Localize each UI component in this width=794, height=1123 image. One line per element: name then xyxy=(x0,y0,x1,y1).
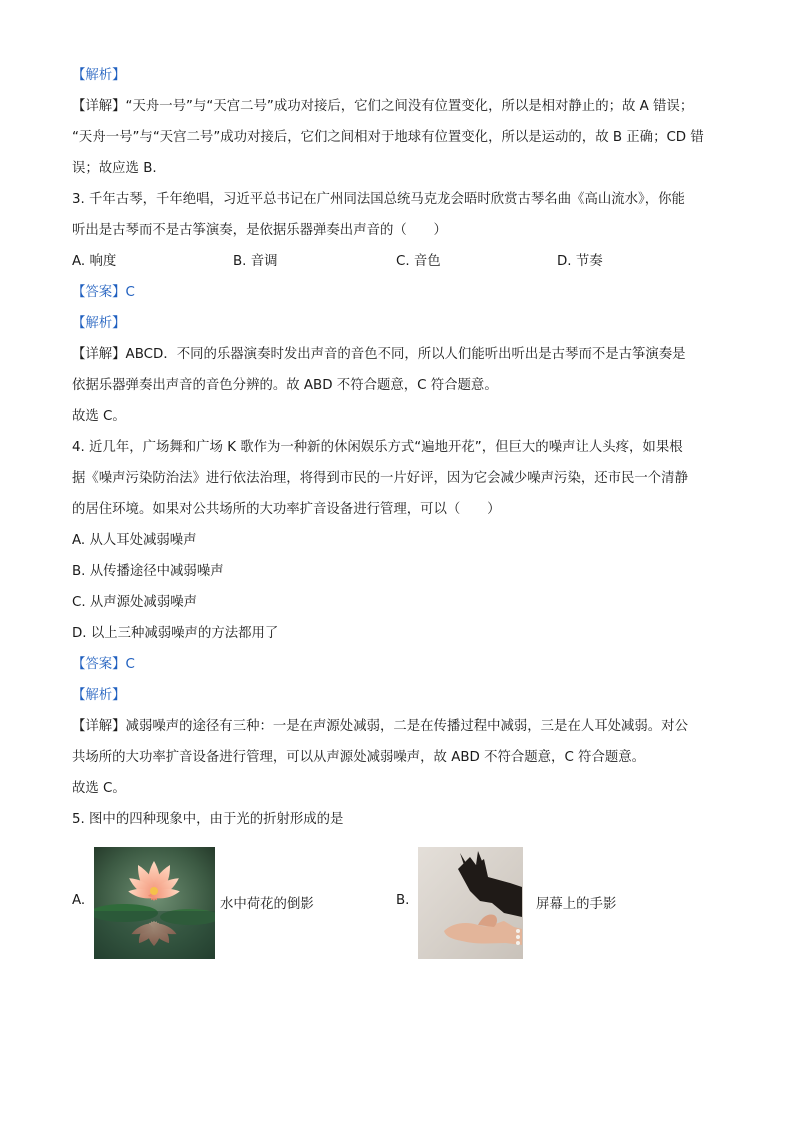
q3-stem-line-1: 3. 千年古琴，千年绝唱，习近平总书记在广州同法国总统马克龙会晤时欣赏古琴名曲《高山流水》，你能 xyxy=(72,192,685,207)
lotus-reflection-image xyxy=(94,847,215,959)
hand-shadow-image xyxy=(418,847,523,959)
q5-option-a-letter: A. xyxy=(72,893,86,908)
q3-option-b: B. 音调 xyxy=(233,254,278,269)
q3-answer: 【答案】C xyxy=(72,285,135,300)
analysis-label: 【解析】 xyxy=(72,68,126,83)
q4-analysis-label: 【解析】 xyxy=(72,688,126,703)
q3-analysis-label: 【解析】 xyxy=(72,316,126,331)
q5-option-b-caption: 屏幕上的手影 xyxy=(536,897,617,912)
q3-stem-line-2: 听出是古琴而不是古筝演奏，是依据乐器弹奏出声音的（ ） xyxy=(72,223,447,238)
q5-stem: 5. 图中的四种现象中，由于光的折射形成的是 xyxy=(72,812,344,827)
q4-detail-line-1: 【详解】减弱噪声的途径有三种：一是在声源处减弱，二是在传播过程中减弱，三是在人耳处减弱。对公 xyxy=(72,719,688,734)
q4-stem-line-1: 4. 近几年，广场舞和广场 K 歌作为一种新的休闲娱乐方式“遍地开花”，但巨大的噪声让人头疼，如果根 xyxy=(72,440,683,455)
q4-option-a: A. 从人耳处减弱噪声 xyxy=(72,533,197,548)
q4-option-c: C. 从声源处减弱噪声 xyxy=(72,595,197,610)
q3-conclusion: 故选 C。 xyxy=(72,409,126,424)
q2-detail-line-3: 误；故应选 B. xyxy=(72,161,157,176)
q4-option-b: B. 从传播途径中减弱噪声 xyxy=(72,564,224,579)
q3-options xyxy=(72,246,726,277)
q3-option-d: D. 节奏 xyxy=(557,254,603,269)
q5-image-options xyxy=(72,847,726,959)
q4-detail-line-2: 共场所的大功率扩音设备进行管理，可以从声源处减弱噪声，故 ABD 不符合题意，C 符合题意。 xyxy=(72,750,646,765)
q5-option-a-caption: 水中荷花的倒影 xyxy=(220,897,314,912)
q2-detail-line-2: “天舟一号”与“天宫二号”成功对接后，它们之间相对于地球有位置变化，所以是运动的，故 B 正确；CD 错 xyxy=(72,130,704,145)
q3-option-a: A. 响度 xyxy=(72,254,117,269)
lotus-reflection-illustration xyxy=(94,847,215,959)
q3-detail-line-2: 依据乐器弹奏出声音的音色分辨的。故 ABD 不符合题意，C 符合题意。 xyxy=(72,378,498,393)
q4-stem-line-2: 据《噪声污染防治法》进行依法治理，将得到市民的一片好评，因为它会减少噪声污染，还市民一个清静 xyxy=(72,471,688,486)
q3-detail-line-1: 【详解】ABCD．不同的乐器演奏时发出声音的音色不同，所以人们能听出听出是古琴而不是古筝演奏是 xyxy=(72,347,686,362)
q2-detail-line-1: 【详解】“天舟一号”与“天宫二号”成功对接后，它们之间没有位置变化，所以是相对静止的；故 A 错误； xyxy=(72,99,694,114)
q3-option-c: C. 音色 xyxy=(396,254,441,269)
document-page xyxy=(72,60,726,835)
q4-conclusion: 故选 C。 xyxy=(72,781,126,796)
q4-answer: 【答案】C xyxy=(72,657,135,672)
q4-option-d: D. 以上三种减弱噪声的方法都用了 xyxy=(72,626,279,641)
q4-stem-line-3: 的居住环境。如果对公共场所的大功率扩音设备进行管理，可以（ ） xyxy=(72,502,501,517)
q5-option-b-letter: B. xyxy=(396,893,410,908)
hand-shadow-illustration xyxy=(418,847,523,959)
